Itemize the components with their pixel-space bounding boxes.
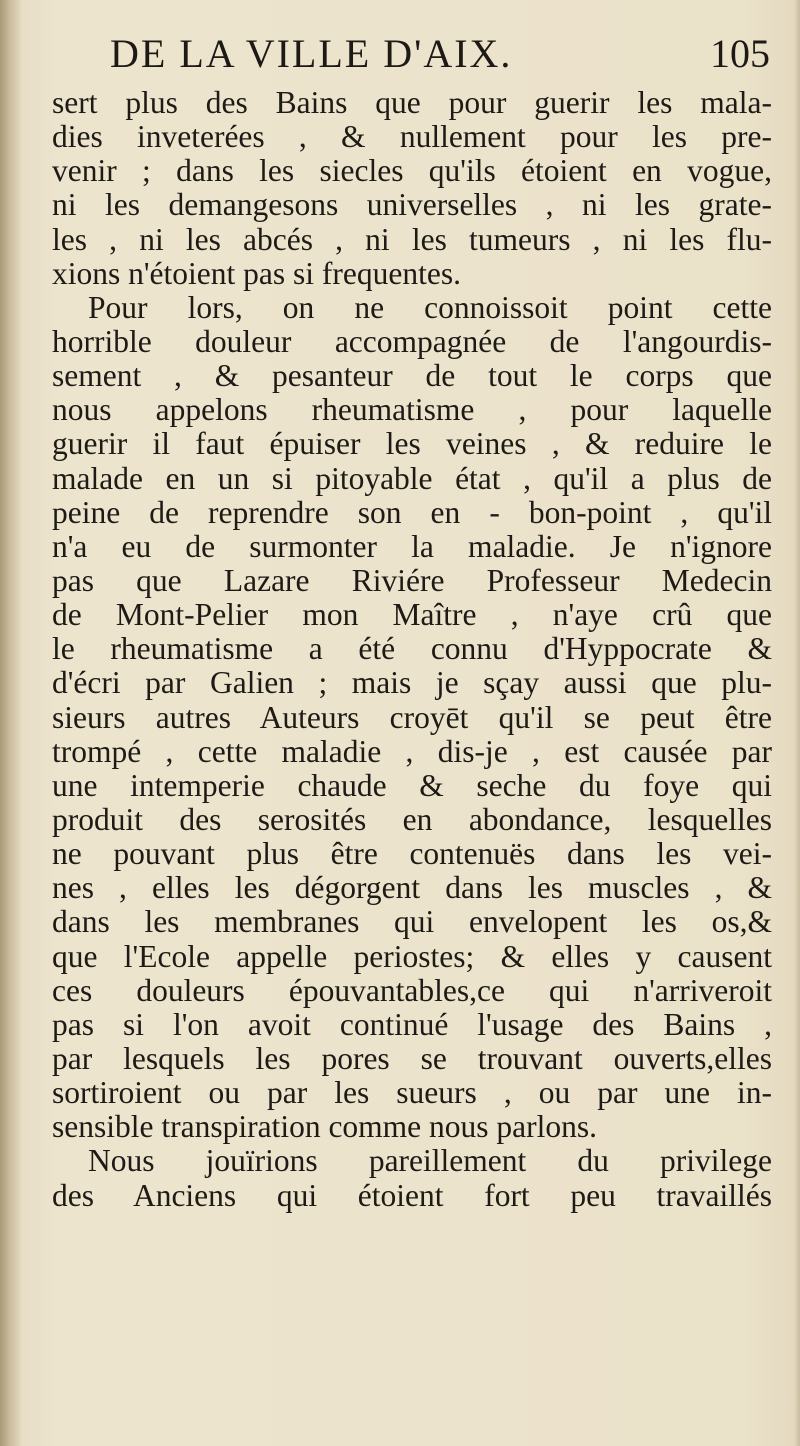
page-number: 105 — [710, 31, 770, 76]
binding-gutter — [0, 0, 22, 1446]
paragraph-start-line: Pour lors, on ne connoissoit point cette — [88, 289, 772, 325]
text-line: ces douleurs épouvantables,ce qui n'arriveroit — [52, 972, 772, 1008]
text-line: trompé , cette maladie , dis-je , est causée par — [52, 733, 772, 769]
text-line: sensible transpiration comme nous parlons. — [52, 1109, 598, 1145]
text-line: par lesquels les pores se trouvant ouverts,elles — [52, 1040, 772, 1076]
text-line: pas si l'on avoit continué l'usage des Bains , — [52, 1006, 772, 1042]
text-line: d'écri par Galien ; mais je sçay aussi que plu- — [52, 665, 772, 701]
text-line: que l'Ecole appelle periostes; & elles y causent — [52, 938, 772, 974]
text-line: xions n'étoient pas si frequentes. — [52, 255, 461, 291]
running-title: DE LA VILLE D'AIX. — [110, 31, 513, 76]
text-line: pas que Lazare Riviére Professeur Medecin — [52, 562, 772, 598]
text-line: malade en un si pitoyable état , qu'il a plus de — [52, 460, 772, 496]
text-line: une intemperie chaude & seche du foye qui — [52, 767, 772, 803]
text-line: ne pouvant plus être contenuës dans les vei- — [52, 836, 772, 872]
paragraph-start-line: Nous jouïrions pareillement du privilege — [88, 1143, 772, 1179]
page-header — [110, 30, 770, 90]
text-line: de Mont-Pelier mon Maître , n'aye crû que — [52, 597, 772, 633]
text-line: ni les demangesons universelles , ni les grate- — [52, 187, 772, 223]
text-line: des Anciens qui étoient fort peu travaillés — [52, 1177, 772, 1213]
text-line: sieurs autres Auteurs croyēt qu'il se peut être — [52, 699, 772, 735]
text-line: nes , elles les dégorgent dans les muscles , & — [52, 870, 772, 906]
text-line: peine de reprendre son en - bon-point , qu'il — [52, 494, 772, 530]
text-line: sortiroient ou par les sueurs , ou par une in- — [52, 1075, 772, 1111]
page-edge-shadow — [794, 0, 800, 1446]
text-line: les , ni les abcés , ni les tumeurs , ni les flu- — [52, 221, 772, 257]
text-line: guerir il faut épuiser les veines , & reduire le — [52, 426, 772, 462]
text-line: dies inveterées , & nullement pour les pre- — [52, 119, 772, 155]
text-line: nous appelons rheumatisme , pour laquelle — [52, 392, 772, 428]
text-line: sement , & pesanteur de tout le corps que — [52, 358, 772, 394]
text-line: dans les membranes qui envelopent les os,& — [52, 904, 772, 940]
text-line: horrible douleur accompagnée de l'angourdis- — [52, 323, 772, 359]
body-text — [52, 86, 772, 1213]
text-line: n'a eu de surmonter la maladie. Je n'ignore — [52, 528, 772, 564]
text-line: sert plus des Bains que pour guerir les mala- — [52, 85, 772, 120]
text-line: le rheumatisme a été connu d'Hyppocrate & — [52, 631, 772, 667]
text-line: produit des serosités en abondance, lesquelles — [52, 801, 772, 837]
text-line: venir ; dans les siecles qu'ils étoient en vogue, — [52, 153, 772, 189]
